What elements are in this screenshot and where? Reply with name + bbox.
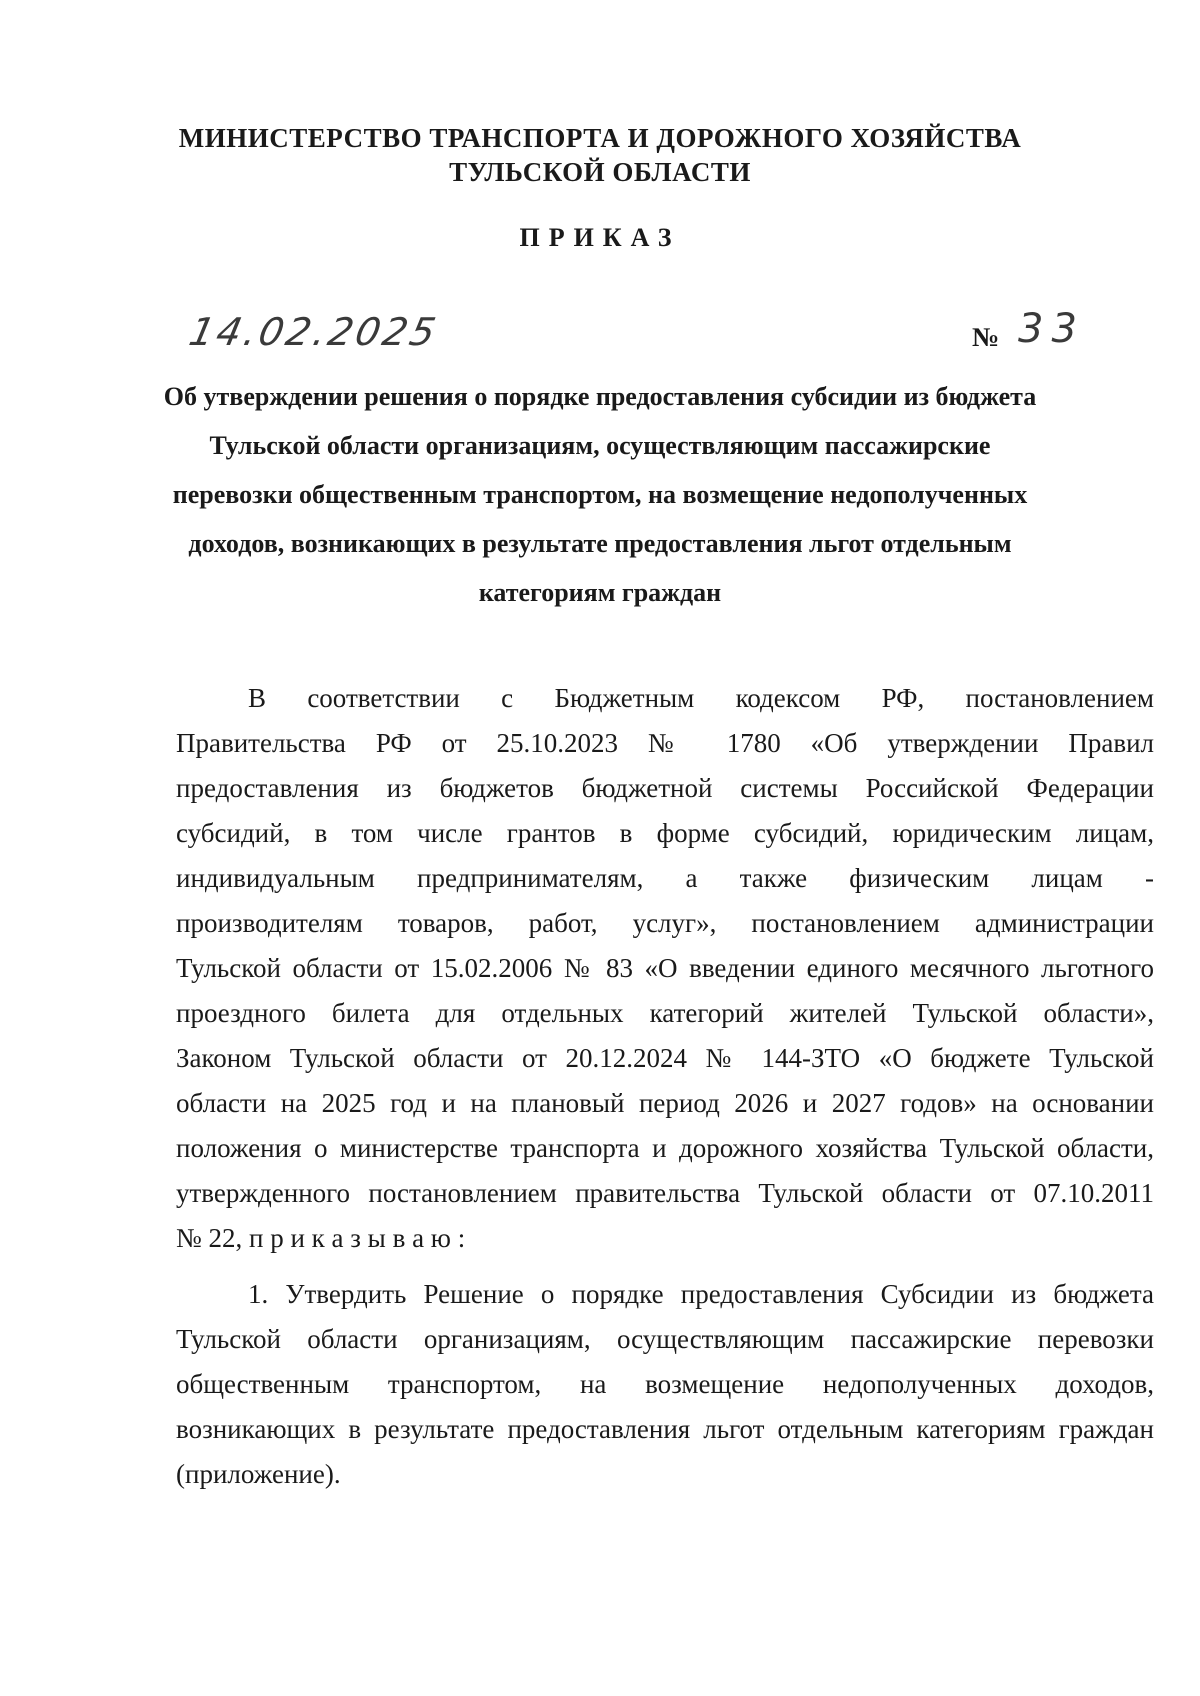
item-1-line: (приложение). — [176, 1459, 341, 1489]
preamble-line: утвержденного постановлением правительства Тульской области от 07.10.2011 — [176, 1178, 1154, 1208]
preamble-line: субсидий, в том числе грантов в форме субсидий, юридическим лицам, — [176, 818, 1154, 848]
preamble-line: положения о министерстве транспорта и дорожного хозяйства Тульской области, — [176, 1133, 1154, 1163]
preamble-line: области на 2025 год и на плановый период 2026 и 2027 годов» на основании — [176, 1088, 1154, 1118]
preamble-line: индивидуальным предпринимателям, а также физическим лицам - — [176, 863, 1154, 893]
order-number-sign: № — [972, 322, 1000, 352]
order-title-line: Тульской области организациям, осуществляющим пассажирские — [209, 431, 991, 460]
order-title-line: категориям граждан — [478, 578, 722, 607]
ministry-name-line-1: МИНИСТЕРСТВО ТРАНСПОРТА И ДОРОЖНОГО ХОЗЯЙСТВА — [178, 123, 1022, 153]
ministry-name-line-2: ТУЛЬСКОЙ ОБЛАСТИ — [449, 157, 751, 187]
order-title-line: перевозки общественным транспортом, на возмещение недополученных — [172, 480, 1028, 509]
preamble-line: производителям товаров, работ, услуг», постановлением администрации — [176, 908, 1154, 938]
preamble-line: проездного билета для отдельных категорий жителей Тульской области», — [176, 998, 1154, 1028]
item-1-line: Тульской области организациям, осуществляющим пассажирские перевозки — [176, 1324, 1154, 1354]
preamble-line: В соответствии с Бюджетным кодексом РФ, постановлением — [248, 683, 1154, 713]
preamble-line: Правительства РФ от 25.10.2023 № 1780 «Об утверждении Правил — [176, 728, 1154, 758]
preamble-line: № 22, п р и к а з ы в а ю : — [176, 1223, 466, 1253]
order-title-line: Об утверждении решения о порядке предоставления субсидии из бюджета — [163, 382, 1037, 411]
item-1-line: 1. Утвердить Решение о порядке предоставления Субсидии из бюджета — [248, 1279, 1154, 1309]
preamble-line: Тульской области от 15.02.2006 № 83 «О введении единого месячного льготного — [176, 953, 1154, 983]
order-date-handwritten: 14.02.2025 — [185, 310, 443, 354]
document-type: ПРИКАЗ — [519, 223, 681, 252]
preamble-line: предоставления из бюджетов бюджетной системы Российской Федерации — [176, 773, 1154, 803]
order-number-handwritten: 33 — [1018, 306, 1085, 352]
item-1-line: общественным транспортом, на возмещение недополученных доходов, — [176, 1369, 1154, 1399]
order-title-line: доходов, возникающих в результате предоставления льгот отдельным — [188, 529, 1012, 558]
preamble-line: Законом Тульской области от 20.12.2024 № 144-ЗТО «О бюджете Тульской — [176, 1043, 1154, 1073]
item-1-line: возникающих в результате предоставления льгот отдельным категориям граждан — [176, 1414, 1154, 1444]
